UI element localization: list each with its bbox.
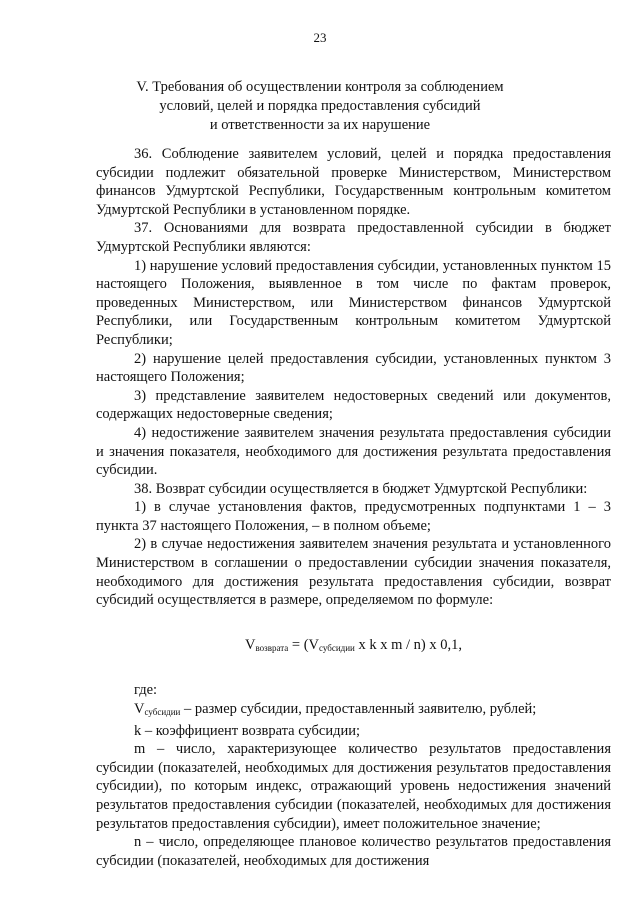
paragraph-37-item-1: 1) нарушение условий предоставления субсидии, установленных пунктом 15 настоящего Положения, выявленное в том числе по фактам проверок, проведенных Министерством, или Министерством финансов Удмуртской Республики, или Государственным контрольным комитетом Удмуртской Республики; (96, 257, 611, 348)
formula-lhs: V (244, 636, 256, 653)
definition-v-symbol: V (134, 701, 145, 718)
formula-rest: x k x m / n) x 0,1, (354, 636, 462, 653)
definition-k: k – коэффициент возврата субсидии; (134, 722, 361, 739)
formula-lhs-subscript: возврата (255, 642, 289, 653)
heading-line: условий, целей и порядка предоставления субсидий (159, 98, 481, 114)
formula-equals: = (V (288, 636, 319, 653)
definition-v (96, 700, 611, 722)
definition-v-text: – размер субсидии, предоставленный заявителю, рублей; (180, 701, 537, 718)
paragraph-37: 37. Основаниями для возврата предоставленной субсидии в бюджет Удмуртской Республики являются: (96, 220, 611, 255)
heading-line: и ответственности за их нарушение (209, 117, 431, 133)
paragraph-37-item-4: 4) недостижение заявителем значения результата предоставления субсидии и значения показателя, необходимого для достижения результата предоставления субсидии. (96, 424, 611, 479)
paragraph-38: 38. Возврат субсидии осуществляется в бюджет Удмуртской Республики: (134, 480, 588, 497)
definition-m: m – число, характеризующее количество результатов предоставления субсидии (показателей, необходимых для достижения результатов предоставления субсидии), по которым индекс, отражающий уровень недостижения значений результатов предоставления субсидии (показателей, необходимых для достижения результатов предоставления субсидии), имеет положительное значение; (96, 741, 611, 832)
return-formula (96, 636, 611, 658)
definition-n: n – число, определяющее плановое количество результатов предоставления субсидии (показателей, необходимых для достижения (96, 834, 611, 869)
paragraph-38-item-2: 2) в случае недостижения заявителем значения результата и установленного Министерством в соглашении о предоставлении субсидии значения показателя, необходимого для достижения результата предоставления субсидии, возврат субсидий осуществляется в размере, определяемом по формуле: (96, 536, 611, 609)
paragraph-37-item-3: 3) представление заявителем недостоверных сведений или документов, содержащих недостоверные сведения; (96, 387, 611, 423)
section-heading (90, 78, 550, 135)
definition-v-subscript: субсидии (144, 707, 181, 718)
document-body (96, 145, 611, 870)
paragraph-36: 36. Соблюдение заявителем условий, целей и порядка предоставления субсидии подлежит обязательной проверке Министерством, Министерством финансов Удмуртской Республики, Государственным контрольным комитетом Удмуртской Республики в установленном порядке. (96, 146, 611, 218)
where-label: где: (134, 682, 158, 699)
formula-rhs-subscript: субсидии (319, 642, 355, 653)
heading-line: V. Требования об осуществлении контроля за соблюдением (136, 79, 504, 95)
page-number: 23 (313, 30, 327, 45)
paragraph-37-item-2: 2) нарушение целей предоставления субсидии, установленных пунктом 3 настоящего Положения; (96, 350, 611, 386)
paragraph-38-item-1: 1) в случае установления фактов, предусмотренных подпунктами 1 – 3 пункта 37 настоящего Положения, – в полном объеме; (96, 499, 611, 534)
